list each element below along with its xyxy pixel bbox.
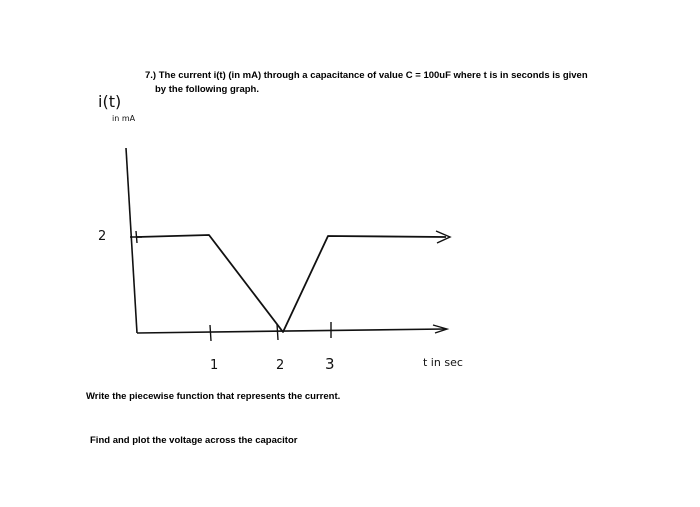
- problem-statement: 7.) The current i(t) (in mA) through a capacitance of value C = 100uF where t is in seconds is given: [145, 70, 588, 81]
- y-tick-label: 2: [98, 229, 107, 244]
- x-tick-1: [210, 325, 211, 341]
- question-piecewise: Write the piecewise function that represents the current.: [86, 391, 341, 402]
- x-axis: [137, 329, 445, 333]
- y-axis: [126, 148, 137, 333]
- y-axis-label: i(t): [98, 92, 122, 111]
- x-axis-label: t in sec: [423, 356, 463, 369]
- x-tick-label-2: 2: [276, 358, 285, 373]
- y-axis-unit: in mA: [112, 114, 136, 123]
- x-tick-label-1: 1: [210, 358, 219, 373]
- current-waveform: [137, 235, 446, 332]
- x-tick-label-3: 3: [325, 355, 335, 373]
- question-voltage: Find and plot the voltage across the capacitor: [90, 435, 298, 446]
- problem-statement-line-2: by the following graph.: [155, 84, 259, 95]
